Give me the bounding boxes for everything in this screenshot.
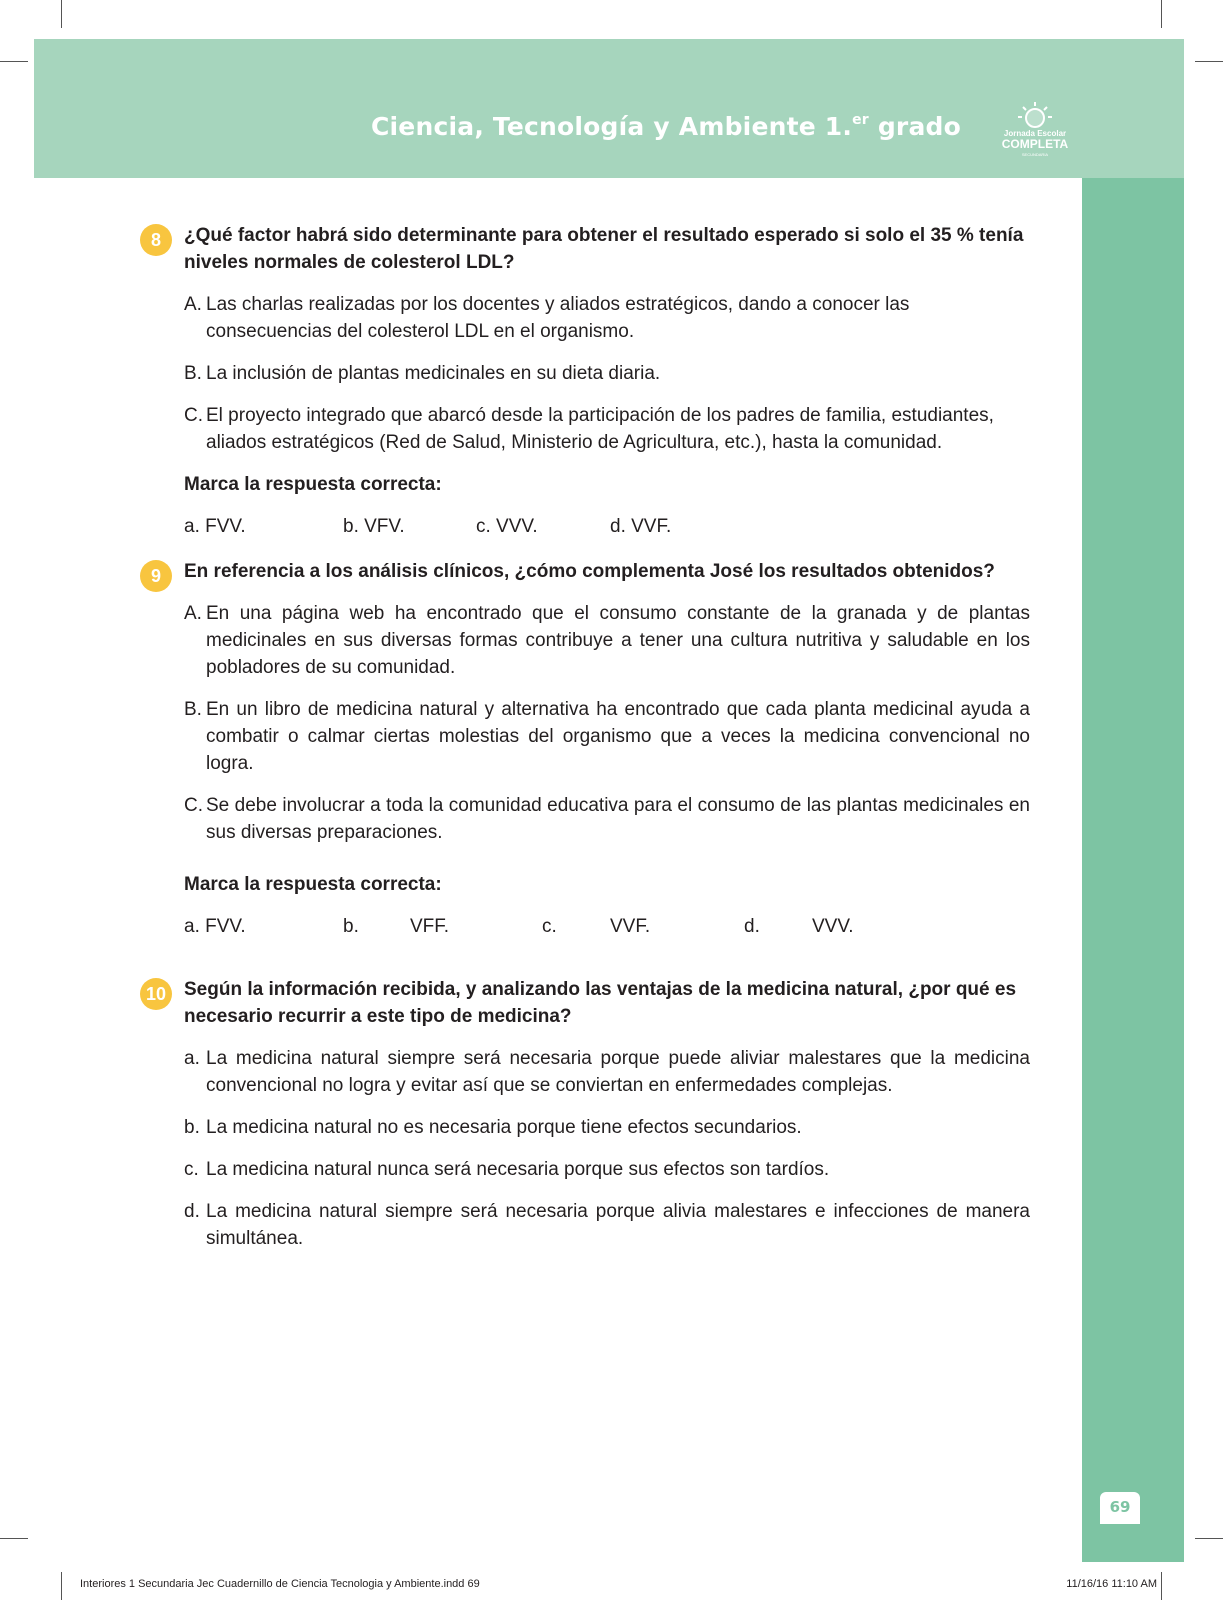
answer-choice-b-value[interactable]: VFF.	[410, 916, 450, 937]
option-c	[184, 1156, 1030, 1183]
answer-choice-b[interactable]: b. VFV.	[343, 516, 405, 537]
option-letter: B.	[184, 363, 202, 384]
footer-timestamp: 11/16/16 11:10 AM	[1066, 1578, 1157, 1590]
answer-choice-d-value[interactable]: VVV.	[812, 916, 854, 937]
question-number-badge: 8	[140, 224, 172, 256]
option-letter: A.	[184, 294, 202, 315]
answer-choice-c-value[interactable]: VVF.	[610, 916, 651, 937]
crop-mark	[1161, 0, 1162, 28]
page-number: 69	[1100, 1492, 1140, 1524]
option-a	[184, 600, 1030, 681]
option-b	[184, 1114, 1030, 1141]
question-8	[140, 222, 1030, 540]
side-bar	[1082, 178, 1184, 1562]
option-text: El proyecto integrado que abarcó desde la participación de los padres de familia, estudiantes, aliados estratégicos (Red de Salud, Ministerio de Agricultura, etc.), hasta la comunidad.	[206, 405, 994, 453]
page-header-title: Ciencia, Tecnología y Ambiente 1.$^{er}$ grado	[370, 112, 961, 141]
answer-choice-a[interactable]: a. FVV.	[184, 516, 246, 537]
question-text: En referencia a los análisis clínicos, ¿cómo complementa José los resultados obtenidos?	[184, 561, 995, 582]
option-a	[184, 291, 1030, 345]
answer-choice-a[interactable]: a. FVV.	[184, 916, 246, 937]
answer-choice-c-letter[interactable]: c.	[542, 916, 557, 937]
answer-choice-d-letter[interactable]: d.	[744, 916, 760, 937]
option-b	[184, 360, 1030, 387]
crop-mark	[0, 1538, 28, 1539]
answer-choice-c[interactable]: c. VVV.	[476, 516, 538, 537]
option-letter: c.	[184, 1159, 199, 1180]
crop-mark	[61, 0, 62, 28]
option-a	[184, 1045, 1030, 1099]
option-text: La medicina natural nunca será necesaria porque sus efectos son tardíos.	[206, 1159, 830, 1180]
option-c	[184, 792, 1030, 846]
question-number-badge: 9	[140, 560, 172, 592]
option-text: La medicina natural no es necesaria porque tiene efectos secundarios.	[206, 1117, 802, 1138]
option-text: Se debe involucrar a toda la comunidad educativa para el consumo de las plantas medicinales en sus diversas preparaciones.	[206, 795, 1030, 843]
option-text: Las charlas realizadas por los docentes y aliados estratégicos, dando a conocer las consecuencias del colesterol LDL en el organismo.	[206, 294, 910, 342]
answer-choice-d[interactable]: d. VVF.	[610, 516, 672, 537]
svg-text:COMPLETA: COMPLETA	[1001, 137, 1069, 151]
answer-choices	[184, 513, 1030, 540]
option-text: En un libro de medicina natural y alternativa ha encontrado que cada planta medicinal ayuda a combatir o calmar ciertas molestias del organismo que a veces la medicina convencional no logra.	[206, 699, 1030, 774]
question-number-badge: 10	[140, 978, 172, 1010]
option-c	[184, 402, 1030, 456]
jornada-escolar-completa-logo	[995, 100, 1075, 160]
crop-mark	[61, 1572, 62, 1600]
option-letter: b.	[184, 1117, 200, 1138]
answer-prompt: Marca la respuesta correcta:	[184, 874, 442, 895]
main-content	[140, 222, 1030, 1267]
footer-file-info: Interiores 1 Secundaria Jec Cuadernillo de Ciencia Tecnologia y Ambiente.indd 69	[80, 1578, 480, 1590]
option-letter: a.	[184, 1048, 200, 1069]
question-10	[140, 976, 1030, 1252]
svg-text:Jornada Escolar: Jornada Escolar	[1003, 129, 1067, 138]
option-letter: d.	[184, 1201, 200, 1222]
answer-choice-b-letter[interactable]: b.	[343, 916, 359, 937]
answer-prompt: Marca la respuesta correcta:	[184, 474, 442, 495]
option-d	[184, 1198, 1030, 1252]
question-text: ¿Qué factor habrá sido determinante para obtener el resultado esperado si solo el 35 % tenía niveles normales de colesterol LDL?	[184, 225, 1024, 273]
option-b	[184, 696, 1030, 777]
question-text: Según la información recibida, y analizando las ventajas de la medicina natural, ¿por qué es necesario recurrir a este tipo de medicina?	[184, 979, 1017, 1027]
crop-mark	[1195, 61, 1223, 62]
answer-choices	[184, 913, 1030, 940]
option-letter: B.	[184, 699, 202, 720]
option-letter: C.	[184, 795, 203, 816]
option-text: La medicina natural siempre será necesaria porque puede aliviar malestares que la medicina convencional no logra y evitar así que se conviertan en enfermedades complejas.	[206, 1048, 1030, 1096]
option-text: La inclusión de plantas medicinales en su dieta diaria.	[206, 363, 661, 384]
svg-text:SECUNDARIA: SECUNDARIA	[1021, 152, 1049, 157]
option-letter: C.	[184, 405, 203, 426]
question-9	[140, 558, 1030, 940]
crop-mark	[1161, 1572, 1162, 1600]
option-text: La medicina natural siempre será necesaria porque alivia malestares e infecciones de manera simultánea.	[206, 1201, 1030, 1249]
option-text: En una página web ha encontrado que el consumo constante de la granada y de plantas medicinales en sus diversas formas contribuye a tener una cultura nutritiva y saludable en los pobladores de su comunidad.	[206, 603, 1030, 678]
crop-mark	[1195, 1538, 1223, 1539]
crop-mark	[0, 61, 28, 62]
option-letter: A.	[184, 603, 202, 624]
